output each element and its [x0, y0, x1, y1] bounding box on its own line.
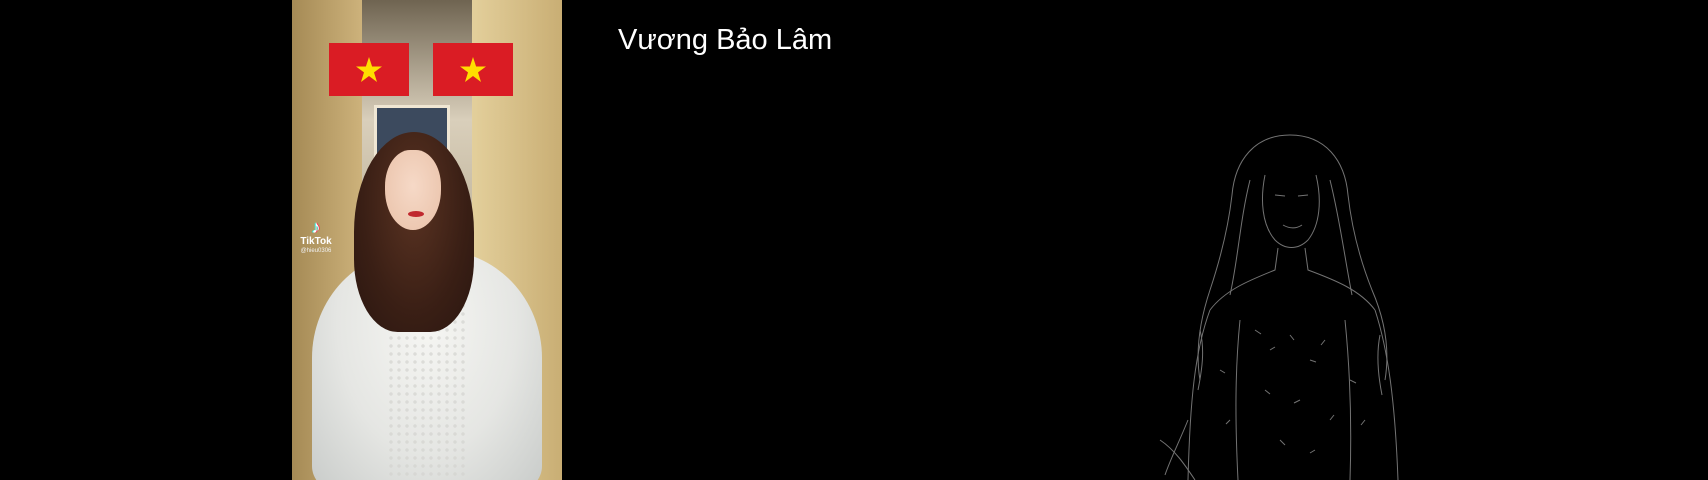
person-lips — [408, 211, 424, 217]
edge-silhouette-icon — [1140, 120, 1440, 480]
tiktok-label: TikTok — [300, 236, 332, 247]
vietnam-flag-icon — [329, 43, 409, 96]
tiktok-icon: ♪ — [311, 217, 321, 237]
vietnam-flag-icon — [433, 43, 513, 96]
video-title: Vương Bảo Lâm — [618, 24, 833, 56]
video-panel — [292, 0, 562, 480]
tiktok-handle: @hieu0306 — [300, 248, 332, 254]
person-face — [385, 150, 441, 230]
tiktok-watermark — [296, 218, 336, 255]
